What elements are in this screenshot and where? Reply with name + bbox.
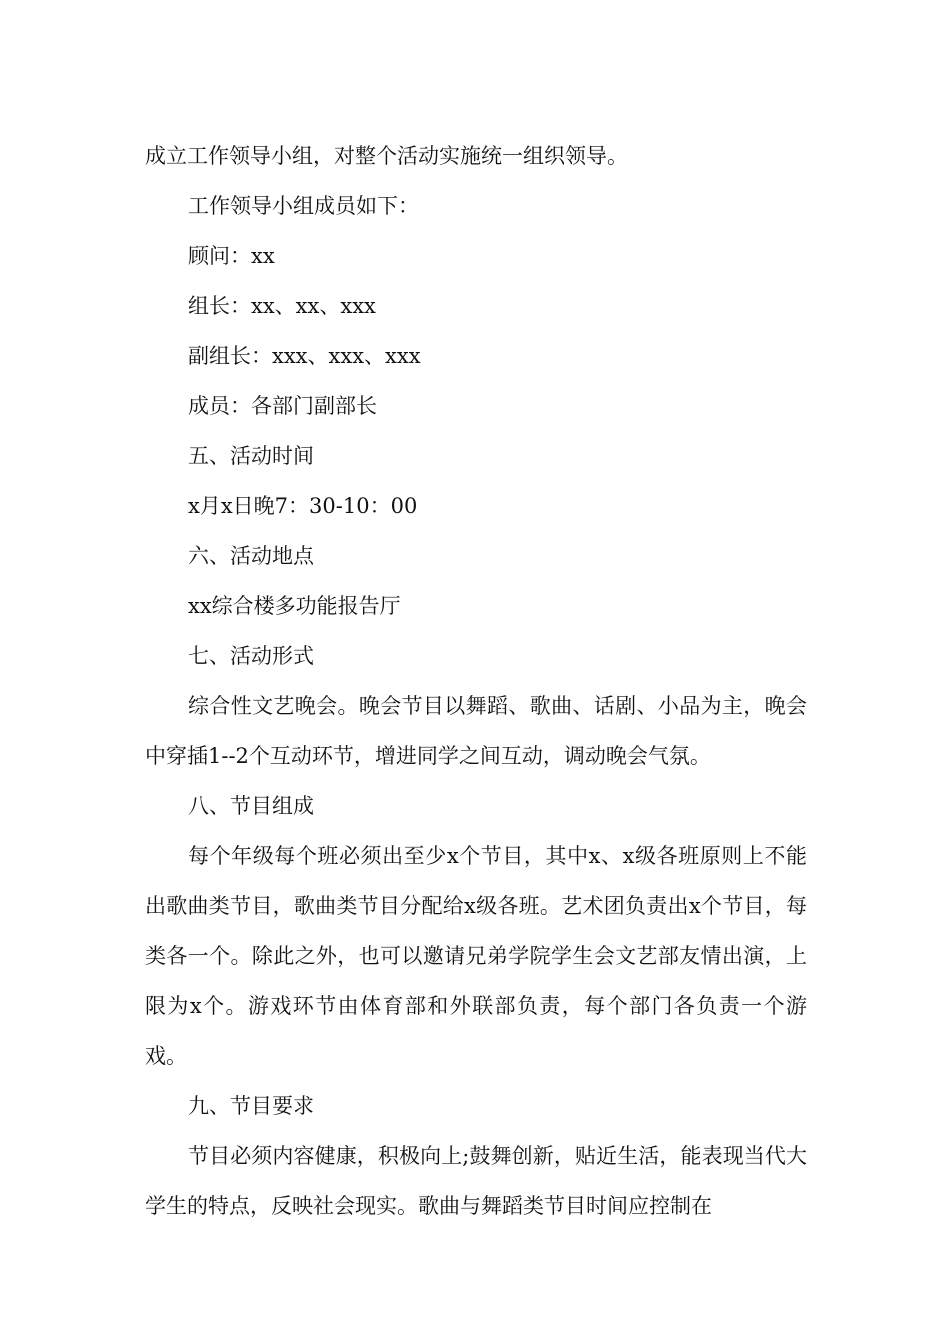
paragraph-members: 成员：各部门副部长 <box>188 394 377 418</box>
paragraph-advisor: 顾问：xx <box>188 244 275 268</box>
section-heading-activity-time: 五、活动时间 <box>188 444 314 468</box>
paragraph-program-requirements: 节目必须内容健康，积极向上;鼓舞创新，贴近生活，能表现当代大学生的特点，反映社会现实。歌曲与舞蹈类节目时间应控制在 <box>145 1144 807 1218</box>
paragraph-deputy-leader: 副组长：xxx、xxx、xxx <box>188 344 421 368</box>
paragraph-activity-format: 综合性文艺晚会。晚会节目以舞蹈、歌曲、话剧、小品为主，晚会中穿插1--2个互动环节，增进同学之间互动，调动晚会气氛。 <box>145 694 807 768</box>
section-heading-program-composition: 八、节目组成 <box>188 794 314 818</box>
paragraph-leadership-group-intro: 成立工作领导小组，对整个活动实施统一组织领导。 <box>145 144 628 168</box>
paragraph-activity-location: xx综合楼多功能报告厅 <box>188 594 401 618</box>
section-heading-program-requirements: 九、节目要求 <box>188 1094 314 1118</box>
paragraph-leader: 组长：xx、xx、xxx <box>188 294 376 318</box>
paragraph-program-composition: 每个年级每个班必须出至少x个节目，其中x、x级各班原则上不能出歌曲类节目，歌曲类节目分配给x级各班。艺术团负责出x个节目，每类各一个。除此之外，也可以邀请兄弟学院学生会文艺部友情出演，上限为x个。游戏环节由体育部和外联部负责，每个部门各负责一个游戏。 <box>145 844 807 1068</box>
paragraph-activity-time: x月x日晚7：30-10：00 <box>188 494 418 518</box>
section-heading-activity-location: 六、活动地点 <box>188 544 314 568</box>
paragraph-members-heading: 工作领导小组成员如下： <box>188 194 419 218</box>
section-heading-activity-format: 七、活动形式 <box>188 644 314 668</box>
document-body <box>145 131 807 1231</box>
